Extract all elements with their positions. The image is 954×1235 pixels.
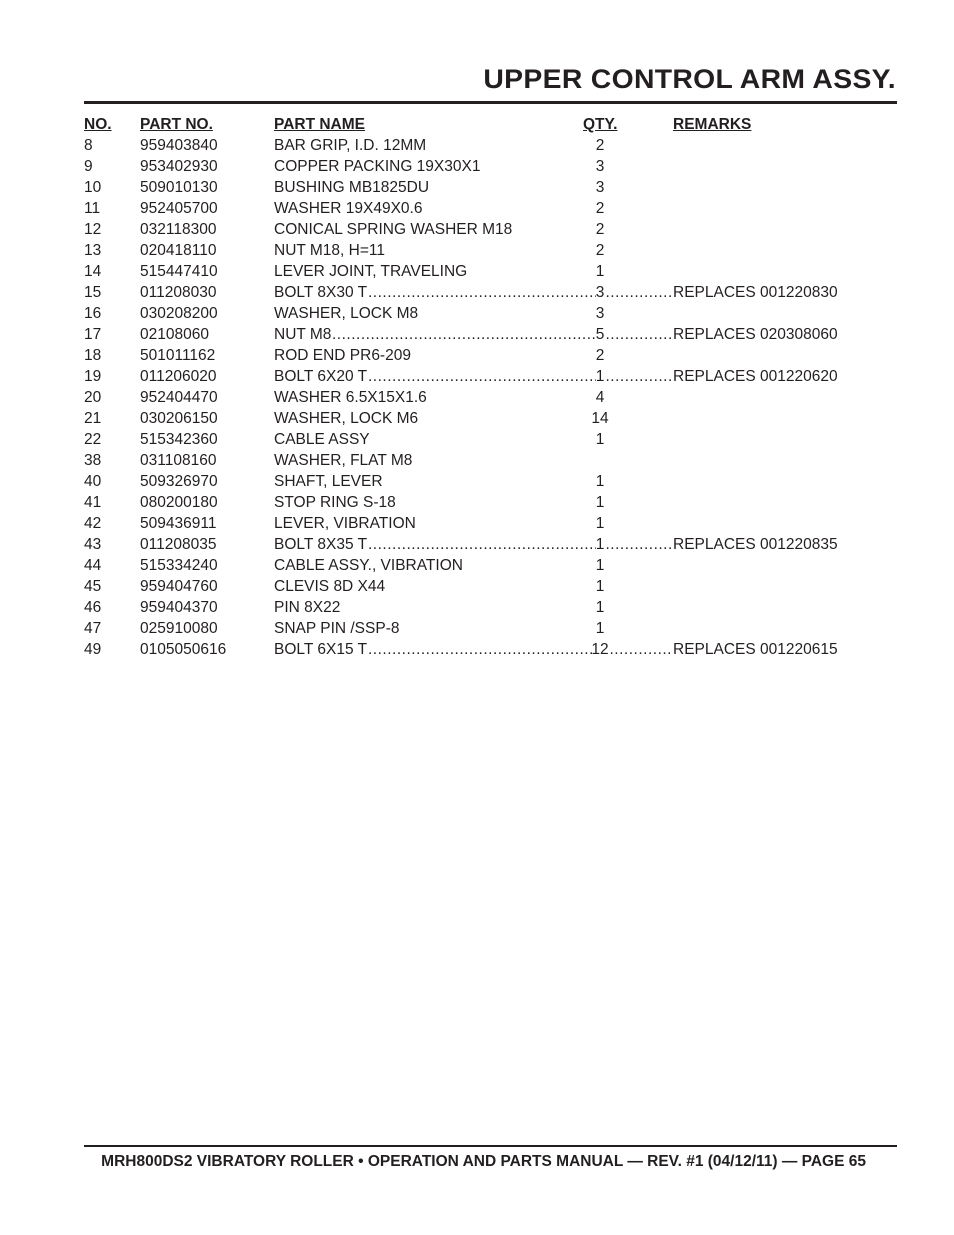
table-row xyxy=(84,156,897,177)
part-name-cell: WASHER 19X49X0.6 xyxy=(274,200,423,217)
part-name-cell: BOLT 8X30 T xyxy=(274,284,368,301)
table-row xyxy=(84,240,897,261)
leader-dots xyxy=(606,282,673,303)
qty-cell: 1 xyxy=(595,515,605,532)
part-no-cell: 031108160 xyxy=(140,452,217,469)
page-title: UPPER CONTROL ARM ASSY. xyxy=(483,64,896,94)
part-name-cell: LEVER, VIBRATION xyxy=(274,515,416,532)
qty-cell: 2 xyxy=(595,242,605,259)
table-row xyxy=(84,261,897,282)
part-name-cell: NUT M18, H=11 xyxy=(274,242,385,259)
table-row xyxy=(84,450,897,471)
qty-cell: 1 xyxy=(595,557,605,574)
table-row xyxy=(84,471,897,492)
part-name-cell: BOLT 8X35 T xyxy=(274,536,368,553)
remarks-cell: REPLACES 001220615 xyxy=(673,641,838,658)
table-row xyxy=(84,492,897,513)
part-name-cell: STOP RING S-18 xyxy=(274,494,396,511)
qty-cell: 5 xyxy=(595,326,605,343)
part-no-cell: 515342360 xyxy=(140,431,218,448)
part-name-cell: WASHER, LOCK M6 xyxy=(274,410,419,427)
table-row xyxy=(84,618,897,639)
part-name-cell: BAR GRIP, I.D. 12MM xyxy=(274,137,427,154)
table-row xyxy=(84,219,897,240)
table-row xyxy=(84,303,897,324)
remarks-cell: REPLACES 001220620 xyxy=(673,368,838,385)
part-no-cell: 953402930 xyxy=(140,158,218,175)
qty-cell: 2 xyxy=(595,137,605,154)
part-number-index: 20 xyxy=(84,389,102,406)
part-no-cell: 959404370 xyxy=(140,599,218,616)
footer-rule xyxy=(84,1145,897,1147)
remarks-cell: REPLACES 001220835 xyxy=(673,536,838,553)
part-name-cell: CABLE ASSY., VIBRATION xyxy=(274,557,463,574)
part-name-cell: WASHER 6.5X15X1.6 xyxy=(274,389,427,406)
part-number-index: 41 xyxy=(84,494,102,511)
table-row xyxy=(84,198,897,219)
part-no-cell: 080200180 xyxy=(140,494,218,511)
qty-cell: 3 xyxy=(595,284,605,301)
part-no-cell: 515334240 xyxy=(140,557,218,574)
part-number-index: 49 xyxy=(84,641,102,658)
part-no-cell: 030208200 xyxy=(140,305,218,322)
qty-cell: 1 xyxy=(595,536,605,553)
table-row xyxy=(84,639,897,660)
page-footer: MRH800DS2 VIBRATORY ROLLER • OPERATION AND PARTS MANUAL — REV. #1 (04/12/11) — PAGE 65 xyxy=(101,1153,866,1170)
qty-cell: 3 xyxy=(595,305,605,322)
part-number-index: 12 xyxy=(84,221,102,238)
part-no-cell: 959403840 xyxy=(140,137,218,154)
part-no-cell: 509010130 xyxy=(140,179,218,196)
part-name-cell: COPPER PACKING 19X30X1 xyxy=(274,158,481,175)
part-name-cell: CLEVIS 8D X44 xyxy=(274,578,386,595)
qty-cell: 1 xyxy=(595,620,605,637)
part-number-index: 17 xyxy=(84,326,102,343)
table-row xyxy=(84,555,897,576)
table-row xyxy=(84,345,897,366)
table-row xyxy=(84,366,897,387)
part-name-cell: PIN 8X22 xyxy=(274,599,341,616)
part-number-index: 47 xyxy=(84,620,102,637)
part-number-index: 38 xyxy=(84,452,102,469)
remarks-cell: REPLACES 020308060 xyxy=(673,326,838,343)
part-no-cell: 02108060 xyxy=(140,326,209,343)
qty-cell: 4 xyxy=(595,389,605,406)
part-name-cell: SHAFT, LEVER xyxy=(274,473,383,490)
part-no-cell: 509436911 xyxy=(140,515,217,532)
part-name-cell: BUSHING MB1825DU xyxy=(274,179,430,196)
qty-cell: 1 xyxy=(595,263,605,280)
part-number-index: 40 xyxy=(84,473,102,490)
part-number-index: 11 xyxy=(84,200,101,217)
part-number-index: 42 xyxy=(84,515,102,532)
part-no-cell: 509326970 xyxy=(140,473,218,490)
part-no-cell: 025910080 xyxy=(140,620,218,637)
leader-dots xyxy=(606,324,673,345)
part-number-index: 14 xyxy=(84,263,102,280)
part-name-cell: ROD END PR6-209 xyxy=(274,347,411,364)
qty-cell: 1 xyxy=(595,431,605,448)
header-no: NO. xyxy=(84,116,112,133)
leader-dots xyxy=(368,534,596,555)
part-number-index: 15 xyxy=(84,284,102,301)
part-name-cell: CONICAL SPRING WASHER M18 xyxy=(274,221,513,238)
table-row xyxy=(84,135,897,156)
part-number-index: 45 xyxy=(84,578,102,595)
leader-dots xyxy=(610,639,673,660)
part-number-index: 9 xyxy=(84,158,93,175)
part-no-cell: 030206150 xyxy=(140,410,218,427)
qty-cell: 14 xyxy=(591,410,609,427)
qty-cell: 1 xyxy=(595,578,605,595)
part-no-cell: 501011162 xyxy=(140,347,216,364)
part-no-cell: 952405700 xyxy=(140,200,218,217)
part-name-cell: WASHER, LOCK M8 xyxy=(274,305,419,322)
header-qty: QTY. xyxy=(583,116,618,133)
part-no-cell: 952404470 xyxy=(140,389,218,406)
part-name-cell: CABLE ASSY xyxy=(274,431,370,448)
part-number-index: 44 xyxy=(84,557,102,574)
part-number-index: 16 xyxy=(84,305,102,322)
header-remarks: REMARKS xyxy=(673,116,752,133)
leader-dots xyxy=(332,324,596,345)
table-row xyxy=(84,282,897,303)
table-header xyxy=(84,114,897,135)
part-number-index: 22 xyxy=(84,431,102,448)
part-name-cell: LEVER JOINT, TRAVELING xyxy=(274,263,468,280)
qty-cell: 1 xyxy=(595,473,605,490)
part-number-index: 8 xyxy=(84,137,93,154)
part-no-cell: 0105050616 xyxy=(140,641,227,658)
part-no-cell: 020418110 xyxy=(140,242,217,259)
leader-dots xyxy=(368,639,592,660)
part-number-index: 46 xyxy=(84,599,102,616)
part-name-cell: SNAP PIN /SSP-8 xyxy=(274,620,400,637)
table-row xyxy=(84,177,897,198)
part-no-cell: 011208035 xyxy=(140,536,217,553)
part-no-cell: 011208030 xyxy=(140,284,217,301)
part-no-cell: 515447410 xyxy=(140,263,218,280)
qty-cell: 2 xyxy=(595,221,605,238)
table-row xyxy=(84,513,897,534)
part-name-cell: BOLT 6X20 T xyxy=(274,368,368,385)
part-number-index: 21 xyxy=(84,410,102,427)
table-row xyxy=(84,576,897,597)
part-number-index: 43 xyxy=(84,536,102,553)
leader-dots xyxy=(606,534,673,555)
qty-cell: 2 xyxy=(595,347,605,364)
header-part-no: PART NO. xyxy=(140,116,213,133)
part-number-index: 10 xyxy=(84,179,102,196)
table-row xyxy=(84,387,897,408)
table-row xyxy=(84,429,897,450)
part-no-cell: 032118300 xyxy=(140,221,217,238)
part-name-cell: NUT M8 xyxy=(274,326,332,343)
part-number-index: 18 xyxy=(84,347,102,364)
parts-table xyxy=(84,114,897,660)
qty-cell: 12 xyxy=(591,641,609,658)
part-name-cell: BOLT 6X15 T xyxy=(274,641,368,658)
part-number-index: 19 xyxy=(84,368,102,385)
remarks-cell: REPLACES 001220830 xyxy=(673,284,838,301)
table-row xyxy=(84,324,897,345)
qty-cell: 3 xyxy=(595,158,605,175)
qty-cell: 3 xyxy=(595,179,605,196)
table-row xyxy=(84,597,897,618)
header-part-name: PART NAME xyxy=(274,116,365,133)
leader-dots xyxy=(606,366,673,387)
qty-cell: 1 xyxy=(595,494,605,511)
table-row xyxy=(84,408,897,429)
title-rule xyxy=(84,101,897,104)
part-no-cell: 011206020 xyxy=(140,368,217,385)
table-body xyxy=(84,135,897,660)
part-name-cell: WASHER, FLAT M8 xyxy=(274,452,413,469)
qty-cell: 1 xyxy=(595,368,605,385)
part-number-index: 13 xyxy=(84,242,102,259)
qty-cell: 1 xyxy=(595,599,605,616)
part-no-cell: 959404760 xyxy=(140,578,218,595)
table-row xyxy=(84,534,897,555)
leader-dots xyxy=(368,282,596,303)
qty-cell: 2 xyxy=(595,200,605,217)
leader-dots xyxy=(368,366,596,387)
